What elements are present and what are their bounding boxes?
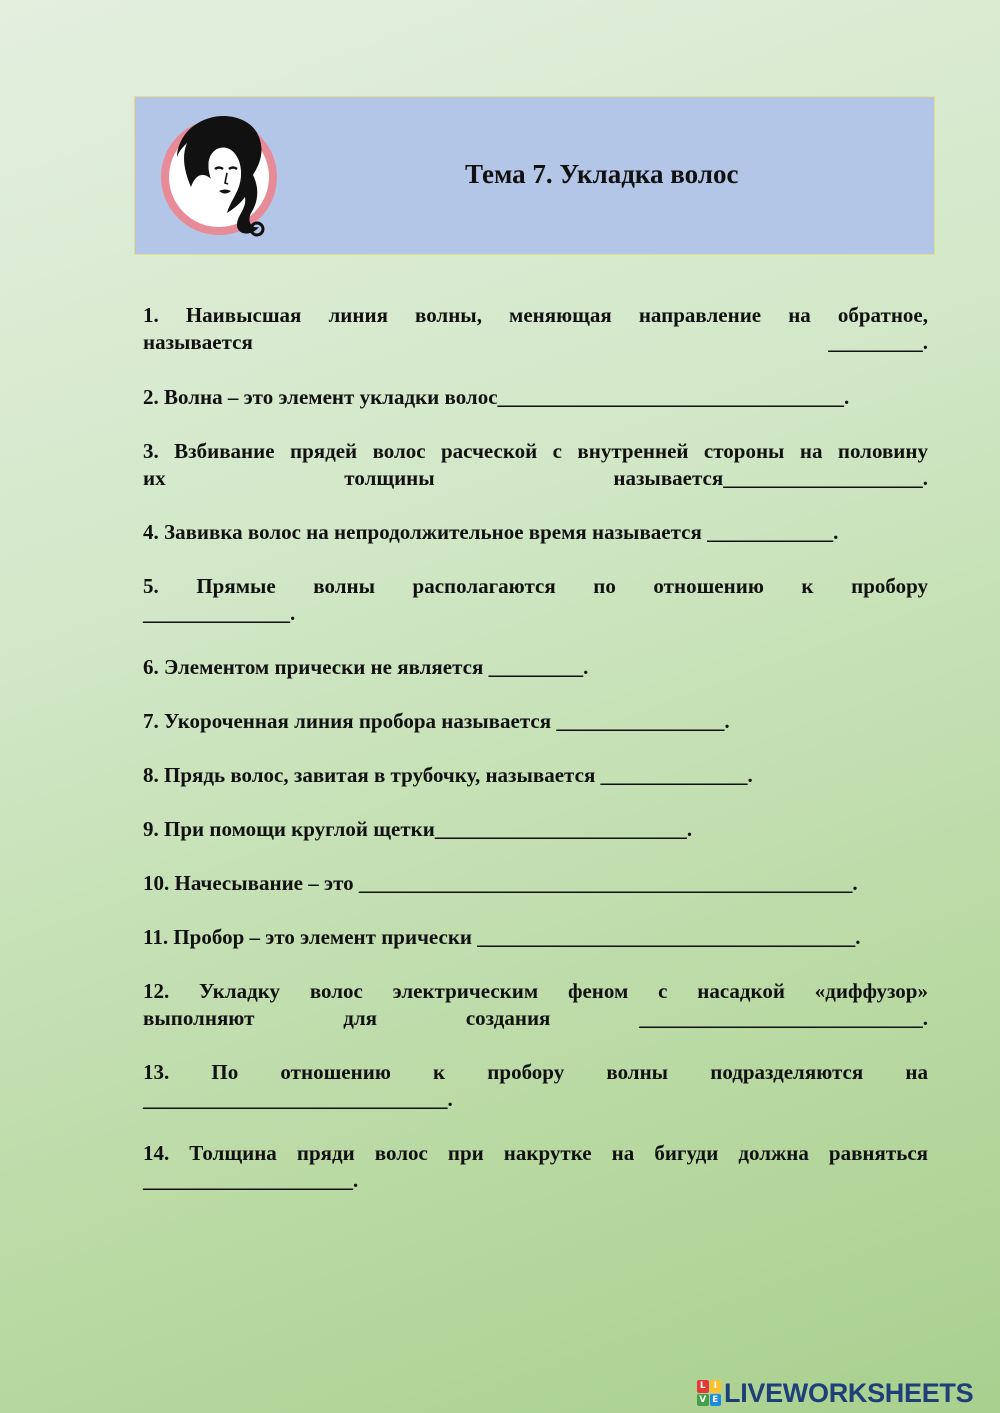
- question-11: 11. Пробор – это элемент прически ____________________________________.: [143, 925, 861, 949]
- question-14-line-1: 14. Толщина пряди волос при накрутке на бигуди должна равняться: [143, 1141, 928, 1165]
- question-4: 4. Завивка волос на непродолжительное время называется ____________.: [143, 520, 839, 544]
- question-14-line-2: ____________________.: [143, 1168, 359, 1192]
- question-6: 6. Элементом прически не является _________.: [143, 655, 589, 679]
- question-14: [143, 1140, 928, 1194]
- question-1: [143, 302, 928, 356]
- question-1-line-1: 1. Наивысшая линия волны, меняющая направление на обратное,: [143, 303, 928, 327]
- question-5-line-1: 5. Прямые волны располагаются по отношению к пробору: [143, 574, 928, 598]
- question-5-line-2: ______________.: [143, 601, 296, 625]
- liveworksheets-logo: [697, 1378, 973, 1408]
- woman-hair-silhouette-icon: [155, 109, 287, 243]
- page-title: Тема 7. Укладка волос: [465, 159, 739, 189]
- question-3-line-1: 3. Взбивание прядей волос расческой с внутренней стороны на половину: [143, 439, 928, 463]
- question-13-line-2: _____________________________.: [143, 1087, 453, 1111]
- question-13: [143, 1059, 928, 1113]
- question-7: 7. Укороченная линия пробора называется ________________.: [143, 709, 730, 733]
- question-1-line-2: называется _________.: [143, 330, 928, 354]
- question-9: 9. При помощи круглой щетки________________________.: [143, 817, 693, 841]
- question-13-line-1: 13. По отношению к пробору волны подразделяются на: [143, 1060, 928, 1084]
- question-3-line-2: их толщины называется___________________.: [143, 466, 928, 490]
- liveworksheets-brand: LIVEWORKSHEETS: [724, 1377, 974, 1408]
- question-12-line-1: 12. Укладку волос электрическим феном с насадкой «диффузор»: [143, 979, 928, 1003]
- lw-letter-v: V: [697, 1394, 709, 1407]
- question-10: 10. Начесывание – это _______________________________________________.: [143, 871, 858, 895]
- lw-letter-l: L: [697, 1380, 709, 1393]
- title-banner: [134, 96, 935, 255]
- lw-letter-e: E: [710, 1394, 722, 1407]
- question-2: 2. Волна – это элемент укладки волос_________________________________.: [143, 385, 850, 409]
- liveworksheets-icon: [697, 1380, 721, 1406]
- question-12-line-2: выполняют для создания ___________________________.: [143, 1006, 928, 1030]
- question-3: [143, 438, 928, 492]
- question-12: [143, 978, 928, 1032]
- question-8: 8. Прядь волос, завитая в трубочку, называется ______________.: [143, 763, 753, 787]
- lw-letter-i: I: [710, 1380, 722, 1393]
- question-5: [143, 573, 928, 627]
